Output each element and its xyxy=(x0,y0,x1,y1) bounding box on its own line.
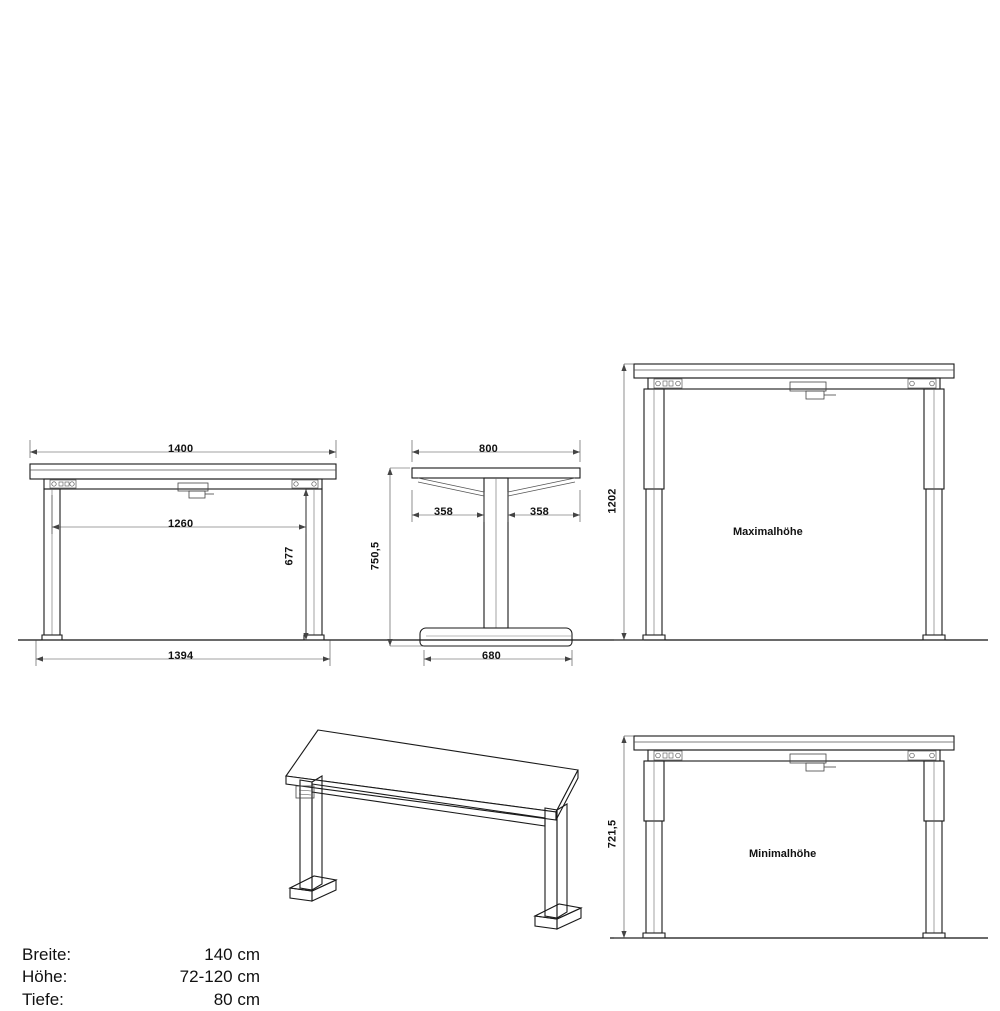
dim-side-right-overhang: 358 xyxy=(530,506,549,518)
dim-front-overall-width: 1394 xyxy=(168,650,194,662)
dim-side-left-overhang: 358 xyxy=(434,506,453,518)
dim-front-top-width: 1400 xyxy=(168,443,194,455)
spec-label-depth: Tiefe: xyxy=(22,989,64,1009)
dim-side-foot-depth: 680 xyxy=(482,650,501,662)
spec-row xyxy=(22,944,260,966)
dim-front-leg-height: 677 xyxy=(283,546,296,566)
caption-min-height: Minimalhöhe xyxy=(749,848,817,860)
spec-label-height: Höhe: xyxy=(22,967,68,987)
dim-side-total-height: 750,5 xyxy=(369,541,382,571)
caption-max-height: Maximalhöhe xyxy=(733,526,803,538)
spec-value-depth: 80 cm xyxy=(213,989,260,1009)
min-height-view-geometry xyxy=(614,736,954,938)
dim-front-inner-width: 1260 xyxy=(168,518,194,530)
spec-value-height: 72-120 cm xyxy=(179,967,260,987)
dim-min-height: 721,5 xyxy=(606,819,619,849)
perspective-view-geometry xyxy=(286,730,581,929)
side-view-geometry xyxy=(387,440,580,666)
specification-table xyxy=(22,944,260,1011)
spec-row xyxy=(22,966,260,988)
spec-value-width: 140 cm xyxy=(204,945,260,964)
dim-max-height: 1202 xyxy=(606,488,619,514)
max-height-view-geometry xyxy=(614,364,954,640)
dim-side-top-depth: 800 xyxy=(479,443,498,455)
spec-label-width: Breite: xyxy=(22,945,72,964)
